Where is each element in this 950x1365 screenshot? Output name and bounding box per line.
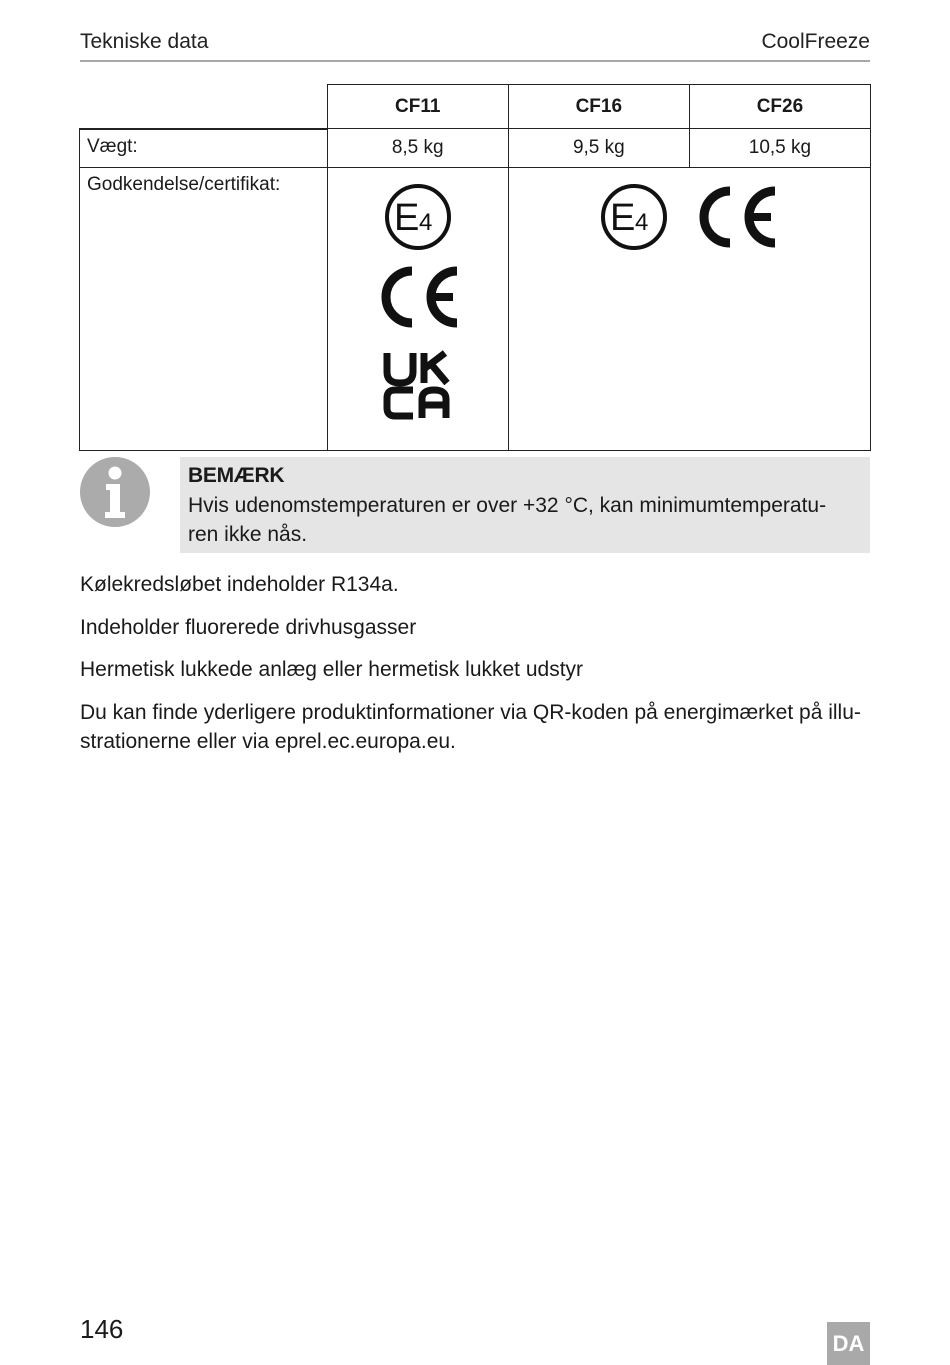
svg-text:E: E bbox=[393, 197, 420, 239]
page-header bbox=[80, 28, 870, 62]
language-badge: DA bbox=[827, 1322, 870, 1365]
approval-cf11 bbox=[327, 168, 508, 451]
ce-mark-icon bbox=[375, 266, 461, 328]
note-box bbox=[180, 457, 870, 553]
ce-mark-icon bbox=[693, 186, 779, 248]
weight-cf11: 8,5 kg bbox=[327, 129, 508, 168]
note-text-line-1: Hvis udenomstemperaturen er over +32 °C, kan minimumtemperatu- bbox=[188, 494, 827, 517]
table-row-weight bbox=[80, 129, 871, 168]
info-icon bbox=[79, 456, 151, 528]
paragraph-refrigerant: Kølekredsløbet indeholder R134a. bbox=[80, 573, 399, 596]
svg-text:4: 4 bbox=[418, 209, 433, 236]
technical-data-table bbox=[79, 84, 871, 451]
table-row-approval bbox=[80, 168, 871, 451]
paragraph-product-info-line-2: strationerne eller via eprel.ec.europa.eu. bbox=[80, 730, 456, 753]
column-header-cf16: CF16 bbox=[508, 85, 689, 129]
header-product-name: CoolFreeze bbox=[761, 30, 870, 53]
paragraph-hermetic: Hermetisk lukkede anlæg eller hermetisk lukket udstyr bbox=[80, 658, 584, 681]
header-section-title: Tekniske data bbox=[80, 30, 209, 53]
column-header-cf26: CF26 bbox=[689, 85, 870, 129]
e4-mark-icon bbox=[383, 182, 453, 252]
svg-text:E: E bbox=[610, 197, 636, 239]
page-number: 146 bbox=[80, 1314, 124, 1344]
weight-cf16: 9,5 kg bbox=[508, 129, 689, 168]
e4-mark-icon bbox=[599, 182, 669, 252]
row-label-weight: Vægt: bbox=[80, 129, 328, 168]
column-header-cf11: CF11 bbox=[327, 85, 508, 129]
ukca-mark-icon bbox=[383, 350, 453, 420]
note-text-line-2: ren ikke nås. bbox=[188, 523, 308, 546]
svg-text:4: 4 bbox=[635, 209, 649, 236]
row-label-approval: Godkendelse/certifikat: bbox=[80, 168, 328, 451]
paragraph-product-info-line-1: Du kan finde yderligere produktinformationer via QR-koden på energimærket på illu- bbox=[80, 701, 861, 724]
paragraph-fluorinated-gases: Indeholder fluorerede drivhusgasser bbox=[80, 616, 417, 639]
approval-cf16-cf26 bbox=[508, 168, 870, 451]
note-title: BEMÆRK bbox=[188, 464, 285, 487]
weight-cf26: 10,5 kg bbox=[689, 129, 870, 168]
table-corner-cell bbox=[80, 85, 328, 129]
paragraph-product-info bbox=[80, 698, 875, 756]
table-header-row bbox=[80, 85, 871, 129]
